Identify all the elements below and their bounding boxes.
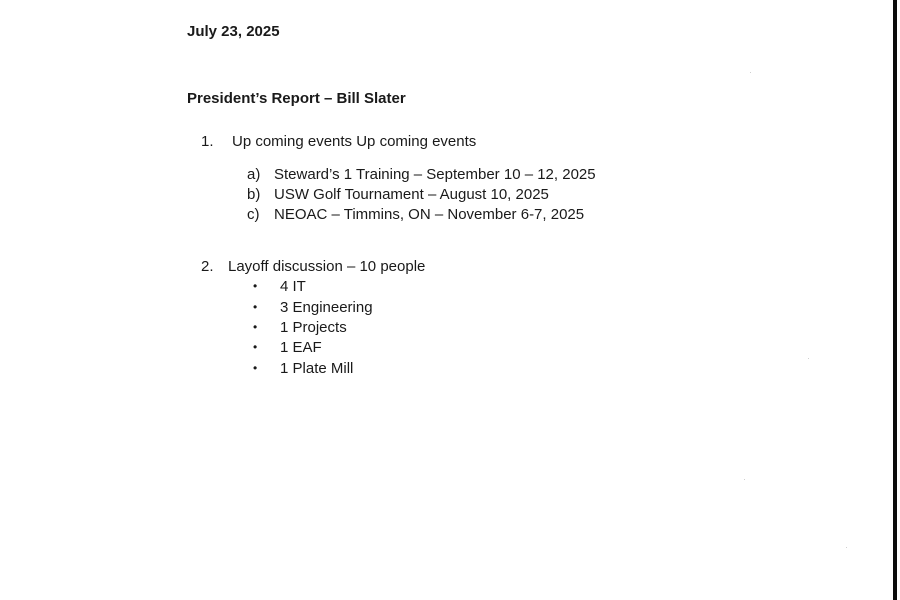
bullet-item-3 xyxy=(253,319,347,336)
bullet-item-2-text: 3 Engineering xyxy=(280,299,373,316)
sub-item-b xyxy=(247,186,549,203)
bullet-item-1 xyxy=(253,278,306,295)
list-item-2-text: Layoff discussion – 10 people xyxy=(228,258,426,275)
scan-speck xyxy=(846,547,847,548)
list-item-2 xyxy=(201,258,425,275)
sub-item-b-text: USW Golf Tournament – August 10, 2025 xyxy=(274,186,549,203)
report-heading: President’s Report – Bill Slater xyxy=(187,90,406,107)
bullet-item-4-text: 1 EAF xyxy=(280,339,322,356)
bullet-item-1-text: 4 IT xyxy=(280,278,306,295)
sub-item-a-marker: a) xyxy=(247,166,261,183)
bullet-dot-icon: • xyxy=(253,320,258,334)
scan-speck xyxy=(808,358,809,359)
bullet-dot-icon: • xyxy=(253,361,258,375)
page-right-edge xyxy=(893,0,897,600)
sub-item-c xyxy=(247,206,584,223)
list-item-1 xyxy=(201,133,476,150)
sub-item-c-marker: c) xyxy=(247,206,260,223)
sub-item-c-text: NEOAC – Timmins, ON – November 6-7, 2025 xyxy=(274,206,585,223)
scan-speck xyxy=(750,72,751,73)
bullet-item-2 xyxy=(253,299,373,316)
bullet-item-5-text: 1 Plate Mill xyxy=(280,360,354,377)
bullet-dot-icon: • xyxy=(253,340,258,354)
bullet-item-5 xyxy=(253,360,353,377)
sub-item-a xyxy=(247,166,596,183)
bullet-item-3-text: 1 Projects xyxy=(280,319,347,336)
bullet-dot-icon: • xyxy=(253,279,258,293)
sub-item-b-marker: b) xyxy=(247,186,261,203)
list-item-2-number: 2. xyxy=(201,258,214,275)
list-item-1-number: 1. xyxy=(201,133,214,150)
bullet-dot-icon: • xyxy=(253,300,258,314)
document-date: July 23, 2025 xyxy=(187,23,280,40)
bullet-item-4 xyxy=(253,339,322,356)
sub-item-a-text: Steward’s 1 Training – September 10 – 12, 2025 xyxy=(274,166,596,183)
list-item-1-text: Up coming events Up coming events xyxy=(232,133,477,150)
scan-speck xyxy=(744,479,745,480)
